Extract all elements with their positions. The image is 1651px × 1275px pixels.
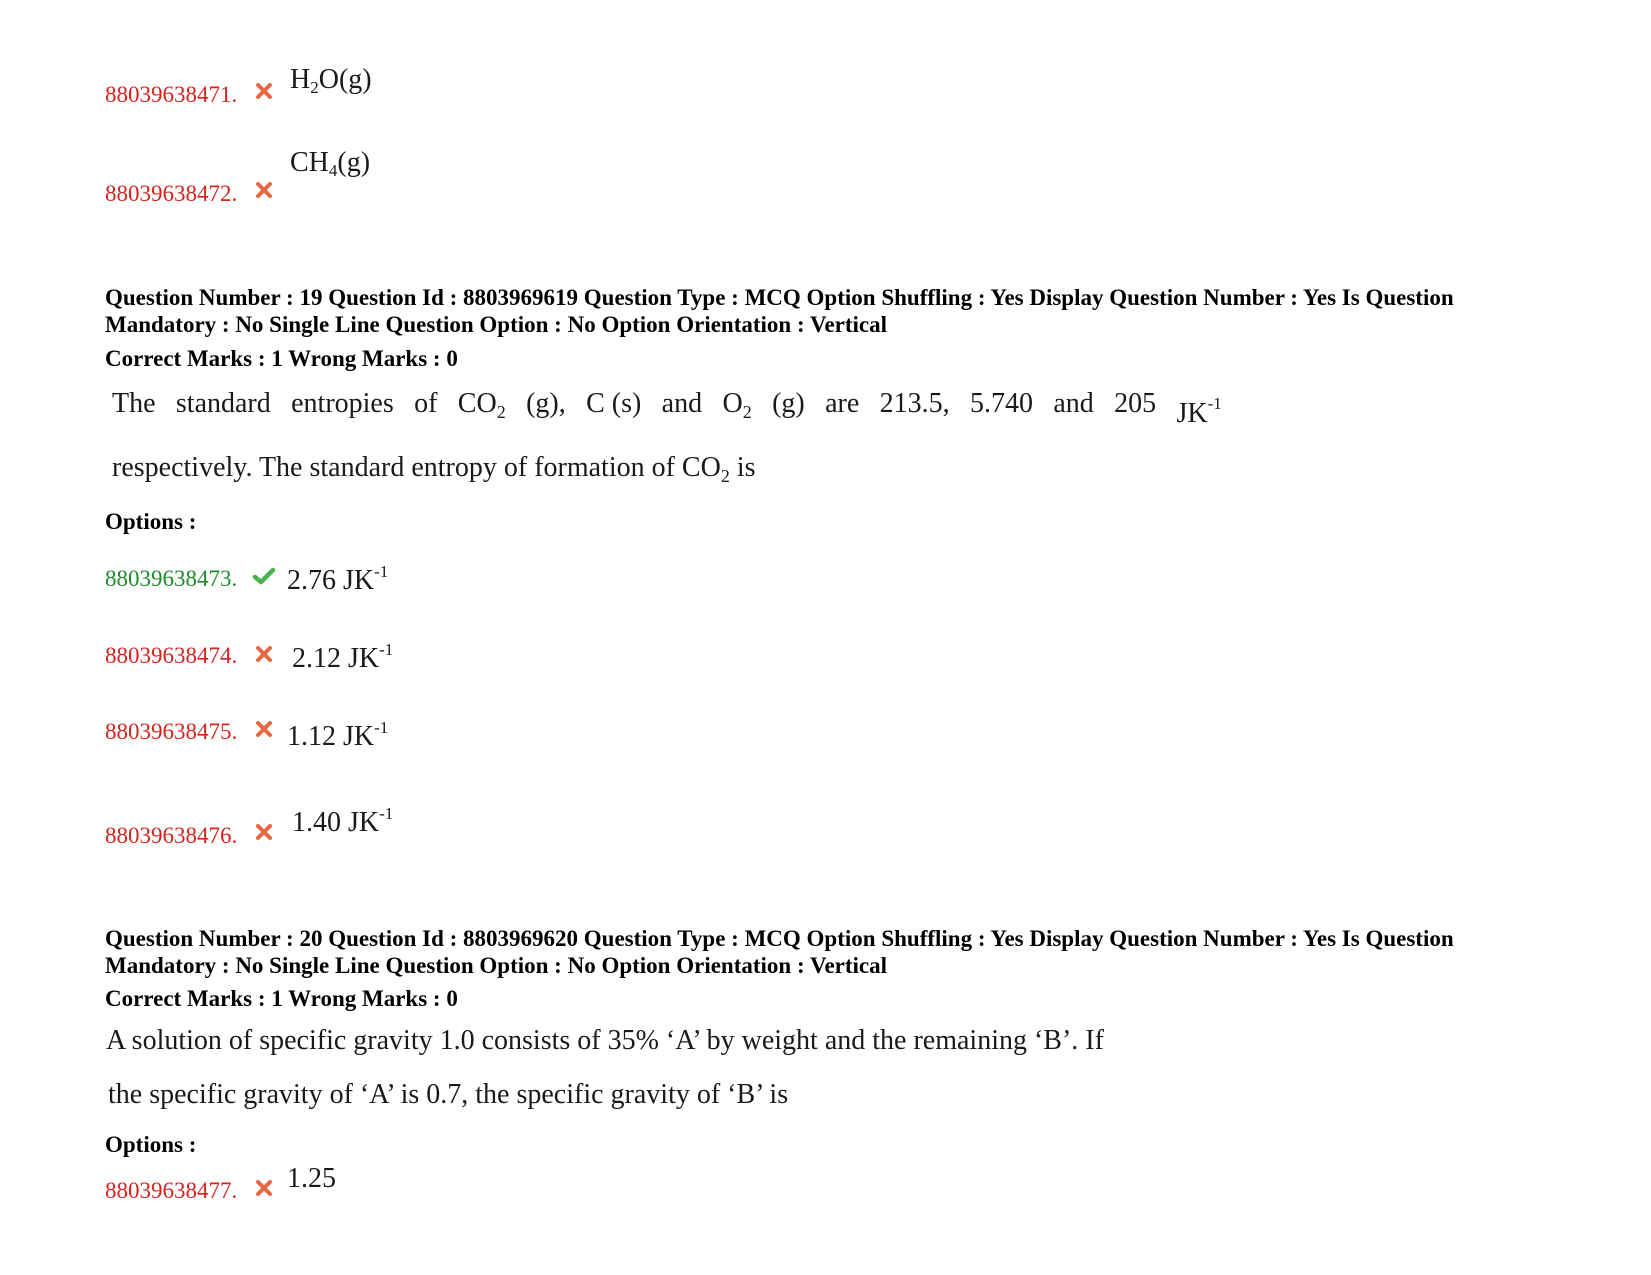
option-text: $H_2O(g)$ [290,64,372,97]
option-id: 88039638471. [105,82,238,107]
question-marks: Correct Marks : 1 Wrong Marks : 0 [105,346,458,371]
cross-icon [254,81,274,101]
option-id: 88039638477. [105,1178,238,1203]
option-text: 2.12 $JK^{-1}$ [292,640,394,674]
cross-icon [254,822,274,842]
cross-icon [254,644,274,664]
cross-icon [254,719,274,739]
option-id: 88039638473. [105,566,238,591]
question-marks: Correct Marks : 1 Wrong Marks : 0 [105,986,458,1011]
option-text: 1.25 [287,1163,336,1194]
question-text-line-2: the specific gravity of ‘A’ is 0.7, the specific gravity of ‘B’ is [108,1079,789,1110]
options-label: Options : [105,1132,197,1157]
question-meta: Question Number : 20 Question Id : 8803969620 Question Type : MCQ Option Shuffling : Yes Display Question Number : Yes Is Question Mandatory : No Single Line Question Option : No Option Orientation : Vertical [105,926,1454,978]
options-label: Options : [105,509,197,534]
check-icon [252,566,276,586]
cross-icon [254,1178,274,1198]
option-text: 1.40 $JK^{-1}$ [292,804,394,838]
question-text-line-2: respectively. The standard entropy of formation of $CO_2$ is [112,452,756,486]
option-id: 88039638474. [105,643,238,668]
question-text [106,1025,1104,1111]
option-id: 88039638475. [105,719,238,744]
cross-icon [254,180,274,200]
option-text: $CH_4(g)$ [290,147,371,180]
question-text-line-1: A solution of specific gravity 1.0 consists of 35% ‘A’ by weight and the remaining ‘B’. If [106,1025,1104,1056]
option-id: 88039638472. [105,181,238,206]
question-meta: Question Number : 19 Question Id : 8803969619 Question Type : MCQ Option Shuffling : Yes Display Question Number : Yes Is Question Mandatory : No Single Line Question Option : No Option Orientation : Vertical [105,285,1454,337]
option-text: 1.12 $JK^{-1}$ [287,718,389,752]
question-text [112,388,1222,492]
option-text: 2.76 $JK^{-1}$ [287,562,389,596]
option-id: 88039638476. [105,823,238,848]
question-text-line-1: The standard entropies of $CO_2$ (g), C (s) and $O_2$ (g) are 213.5, 5.740 and 205 $JK^{-1}$ [112,388,1222,429]
